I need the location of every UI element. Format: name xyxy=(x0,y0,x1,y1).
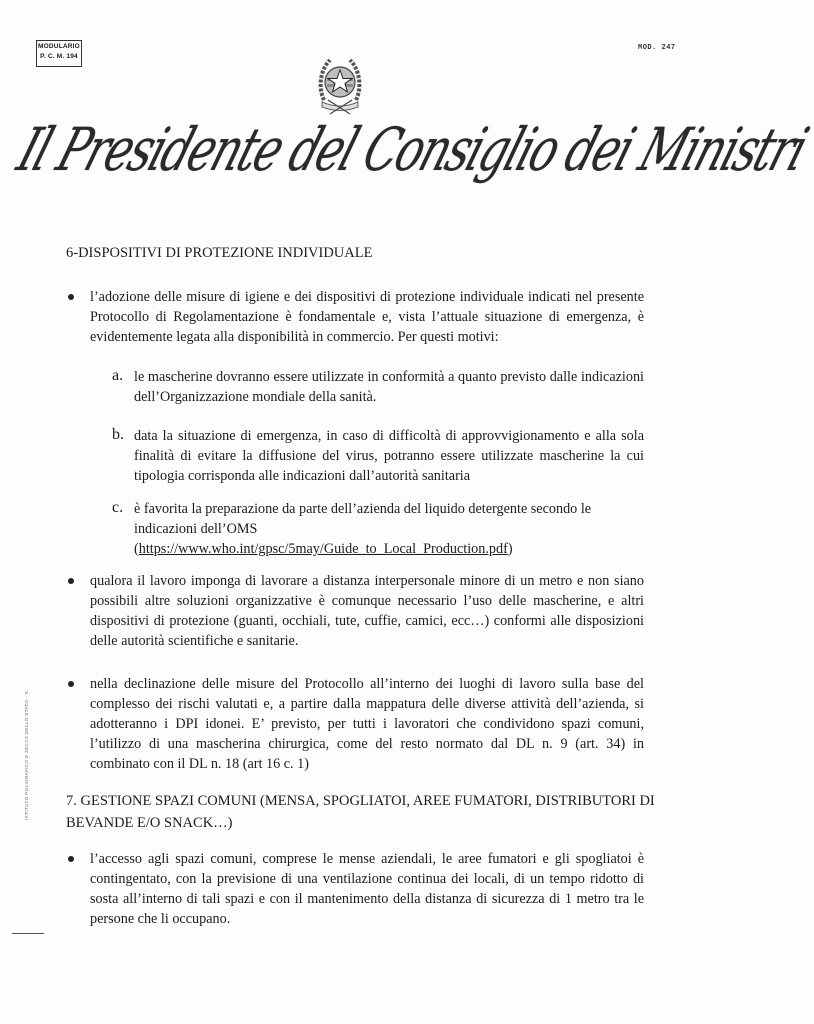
letterhead-title: Il Presidente del Consiglio dei Ministri xyxy=(9,116,814,185)
bullet-text: l’accesso agli spazi comuni, comprese le mense aziendali, le aree fumatori e gli spogliatoi è contingentato, con la previsione di una ventilazione continua dei locali, di un tempo ridotto di sosta all’interno di tali spazi e con il mantenimento della distanza di sicurezza di 1 metro tra le persone che li occupano. xyxy=(90,851,644,927)
sub-label: a. xyxy=(112,367,124,384)
sub-list-item-b xyxy=(112,426,644,486)
bullet-icon xyxy=(68,578,74,584)
bullet-text: nella declinazione delle misure del Protocollo all’interno dei luoghi di lavoro sulla base del complesso dei rischi valutati e, a partire dalla mappatura delle diverse attività dell’azienda, si adotteranno i DPI idonei. E’ previsto, per tutti i lavoratori che condividono spazi comuni, l’utilizzo di una mascherina chirurgica, come del resto normato dal DL n. 9 (art. 34) in combinato con il DL n. 18 (art 16 c. 1) xyxy=(90,676,644,772)
sub-label: c. xyxy=(112,499,124,516)
section-7-heading: 7. GESTIONE SPAZI COMUNI (MENSA, SPOGLIATOI, AREE FUMATORI, DISTRIBUTORI DI BEVANDE E/O SNACK…) xyxy=(66,793,655,831)
bullet-icon xyxy=(68,681,74,687)
list-item xyxy=(90,674,644,774)
bullet-text: l’adozione delle misure di igiene e dei dispositivi di protezione individuale indicati nel presente Protocollo di Regolamentazione è fondamentale e, vista l’attuale situazione di emergenza, è evidentemente legata alla disponibilità in commercio. Per questi motivi: xyxy=(90,289,644,345)
sub-text: le mascherine dovranno essere utilizzate in conformità a quanto previsto dalle indicazioni dell’Organizzazione mondiale della sanità. xyxy=(134,369,644,405)
sub-list-item-c xyxy=(112,499,644,559)
who-link-line xyxy=(134,539,644,559)
bullet-text: qualora il lavoro imponga di lavorare a distanza interpersonale minore di un metro e non siano possibili altre soluzioni organizzative è comunque necessario l’uso delle mascherine, e altri dispositivi di protezione (guanti, occhiali, tute, cuffie, camici, ecc…) conformi alle disposizioni delle autorità scientifiche e sanitarie. xyxy=(90,573,644,649)
printer-imprint: ISTITUTO POLIGRAFICO E ZECCA DELLO STATO - S. xyxy=(24,689,29,820)
mod-code: MOD. 247 xyxy=(638,44,676,52)
list-item xyxy=(90,849,644,929)
margin-rule xyxy=(12,933,44,934)
modulario-label: MODULARIO xyxy=(38,43,80,50)
list-item xyxy=(90,287,644,347)
link-close-paren: ) xyxy=(507,541,513,557)
list-item xyxy=(90,571,644,651)
bullet-icon xyxy=(68,856,74,862)
sub-label: b. xyxy=(112,426,124,443)
form-code-box xyxy=(36,40,82,67)
sub-text: è favorita la preparazione da parte dell’azienda del liquido detergente secondo le indicazioni dell’OMS xyxy=(134,501,592,537)
link-open-paren: ( xyxy=(134,541,139,557)
section-6-heading: 6-DISPOSITIVI DI PROTEZIONE INDIVIDUALE xyxy=(66,245,373,261)
sub-text: data la situazione di emergenza, in caso di difficoltà di approvvigionamento e alla sola finalità di evitare la diffusione del virus, potranno essere utilizzate mascherine la cui tipologia corrisponda alle indicazioni dall’autorità sanitaria xyxy=(134,428,644,484)
pcm-code: P. C. M. 194 xyxy=(40,53,78,60)
bullet-icon xyxy=(68,294,74,300)
who-guide-link[interactable]: https://www.who.int/gpsc/5may/Guide_to_Local_Production.pdf xyxy=(138,541,508,557)
italian-republic-emblem-icon xyxy=(318,50,362,118)
sub-list-item-a xyxy=(112,367,644,407)
